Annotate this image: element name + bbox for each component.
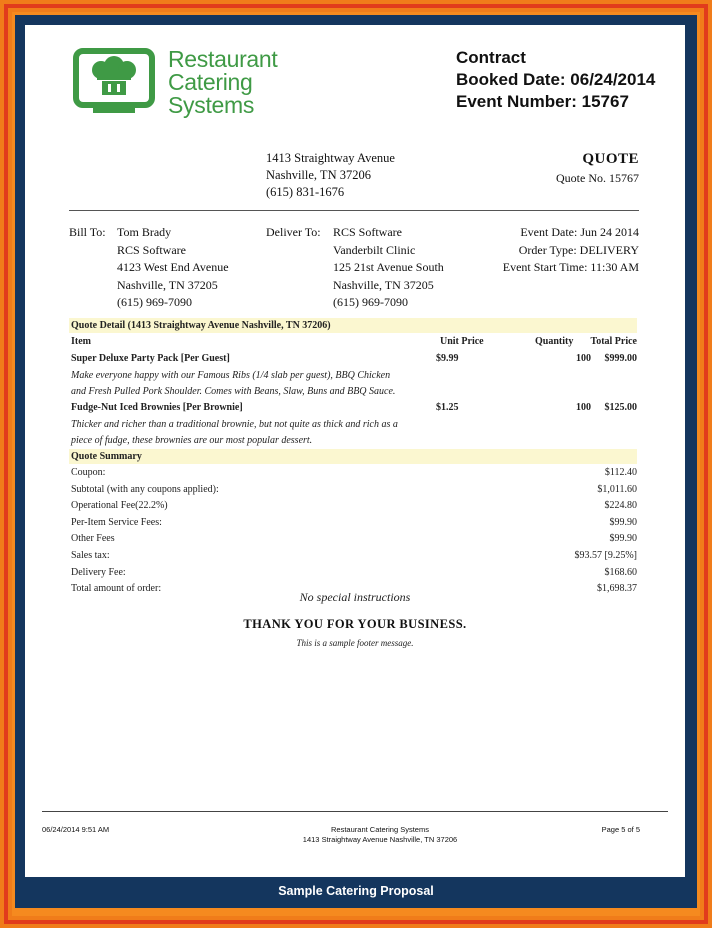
summary-row-delivery-fee: Delivery Fee: $168.60 <box>71 566 637 578</box>
item-total: $999.00 <box>604 353 637 364</box>
page-number: Page 5 of 5 <box>601 825 640 834</box>
quote-summary-header: Quote Summary <box>69 449 637 464</box>
event-date: Event Date: Jun 24 2014 <box>520 225 639 239</box>
document-page <box>25 25 685 877</box>
bill-to-label: Bill To: <box>69 225 106 239</box>
item-name: Fudge-Nut Iced Brownies [Per Brownie] <box>71 402 243 413</box>
quote-heading <box>556 151 639 186</box>
column-item: Item <box>71 336 91 347</box>
footer-divider <box>42 811 668 812</box>
item-description: Thicker and richer than a traditional brownie, but not quite as thick and rich as a piece of fudge, these brownies are our most popular dessert. <box>71 419 398 446</box>
column-quantity: Quantity <box>535 336 574 347</box>
special-instructions: No special instructions <box>299 590 411 604</box>
quote-number: Quote No. 15767 <box>556 171 639 185</box>
bill-to-address: Tom Brady RCS Software 4123 West End Avenue Nashville, TN 37205 (615) 969-7090 <box>117 225 229 309</box>
item-total: $125.00 <box>604 402 637 413</box>
summary-row-total: Total amount of order: $1,698.37 <box>71 583 637 595</box>
company-address: 1413 Straightway Avenue Nashville, TN 37206 (615) 831-1676 <box>266 151 395 199</box>
quote-detail-header: Quote Detail (1413 Straightway Avenue Nashville, TN 37206) <box>69 318 637 333</box>
thank-you-message: THANK YOU FOR YOUR BUSINESS. <box>243 617 467 631</box>
divider <box>69 210 639 211</box>
footer-message: This is a sample footer message. <box>296 638 414 648</box>
print-timestamp: 06/24/2014 9:51 AM <box>42 825 110 834</box>
event-number: Event Number: 15767 <box>456 92 629 111</box>
contract-header <box>456 47 655 113</box>
event-info <box>503 224 639 277</box>
column-total-price: Total Price <box>590 336 637 347</box>
item-quantity: 100 <box>576 353 591 364</box>
item-table-header <box>69 336 637 350</box>
quote-title: QUOTE <box>582 151 639 167</box>
deliver-to-label: Deliver To: <box>266 225 321 239</box>
item-name: Super Deluxe Party Pack [Per Guest] <box>71 353 230 364</box>
item-quantity: 100 <box>576 402 591 413</box>
quote-summary <box>69 465 637 598</box>
summary-row-coupon: Coupon: $112.40 <box>71 467 637 478</box>
footer-company-info: Restaurant Catering Systems 1413 Straightway Avenue Nashville, TN 37206 <box>302 825 458 844</box>
order-type: Order Type: DELIVERY <box>518 242 639 257</box>
logo-wordmark: Restaurant Catering Systems <box>168 46 278 118</box>
summary-row-sales-tax: Sales tax: $93.57 [9.25%] <box>71 549 637 561</box>
frame-caption: Sample Catering Proposal <box>278 884 434 898</box>
chef-hat-monitor-icon <box>73 48 155 114</box>
booked-date: Booked Date: 06/24/2014 <box>456 70 656 89</box>
event-start-time: Event Start Time: 11:30 AM <box>502 260 639 274</box>
item-description: Make everyone happy with our Famous Ribs (1/4 slab per guest), BBQ Chicken and Fresh Pulled Pork Shoulder. Comes with Beans, Slaw, Buns and BBQ Sauce. <box>71 370 396 397</box>
summary-row-operational-fee: Operational Fee(22.2%) $224.80 <box>71 500 637 512</box>
summary-row-service-fees: Per-Item Service Fees: $99.90 <box>71 516 637 528</box>
item-unit-price: $9.99 <box>436 353 459 364</box>
summary-row-subtotal: Subtotal (with any coupons applied): $1,011.60 <box>71 483 637 495</box>
summary-row-other-fees: Other Fees $99.90 <box>71 533 637 545</box>
contract-title: Contract <box>456 48 526 67</box>
item-unit-price: $1.25 <box>436 402 459 413</box>
column-unit-price: Unit Price <box>440 336 484 347</box>
deliver-to-address: RCS Software Vanderbilt Clinic 125 21st Avenue South Nashville, TN 37205 (615) 969-7090 <box>333 225 444 309</box>
